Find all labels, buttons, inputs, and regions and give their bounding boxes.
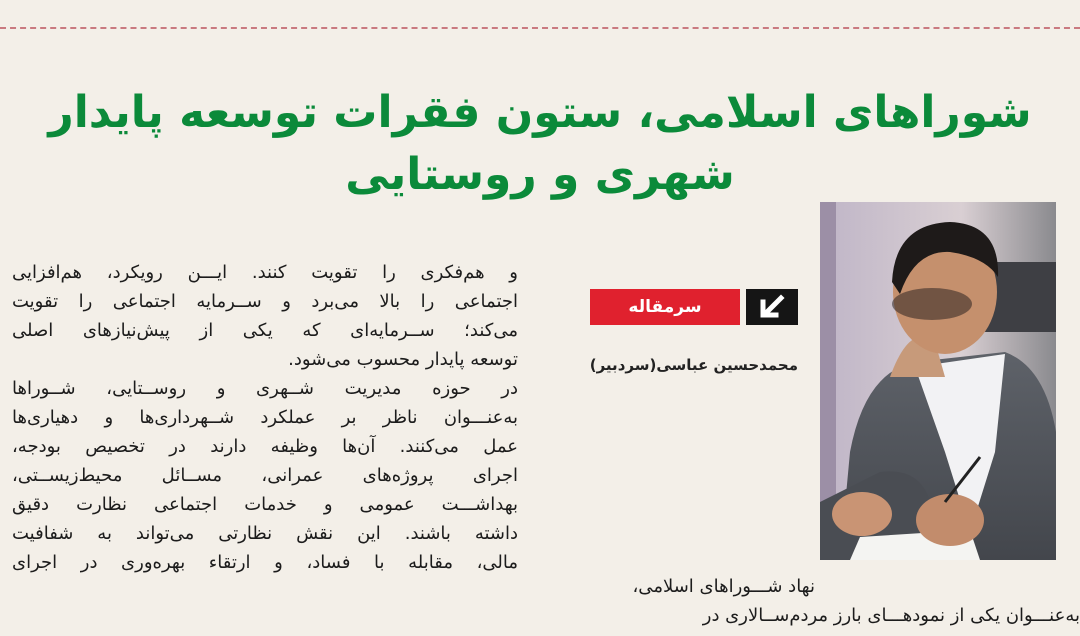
body-line: به‌عنـــوان یکی از نمودهـــای بارز مردم‌ســالاری در: [702, 605, 1080, 626]
body-line: اجرای پروژه‌های عمرانی، مســائل محیط‌زیســتی،: [12, 465, 518, 486]
body-line: نهاد شـــوراهای اسلامی،: [632, 576, 815, 597]
headline-line-1: شوراهای اسلامی، ستون فقرات توسعه پایدار: [48, 87, 1032, 138]
article-body-right-continuation: [560, 601, 1080, 630]
body-line: مالی، مقابله با فساد، و ارتقاء بهره‌وری در اجرای: [12, 552, 518, 573]
article-body-right-column: [565, 572, 815, 601]
body-line: بهداشـــت عمومی و خدمات اجتماعی نظارت دقیق: [12, 494, 518, 515]
top-dashed-divider: [0, 27, 1080, 29]
body-line: و هم‌فکری را تقویت کنند. ایـــن رویکرد، هم‌افزایی: [12, 262, 518, 283]
article-body-left-column: [12, 258, 518, 577]
section-badge: [590, 289, 798, 325]
body-line: به‌عنـــوان ناظر بر عملکرد شــهرداری‌ها و دهیاری‌ها: [12, 407, 518, 428]
section-label: سرمقاله: [590, 289, 740, 325]
body-line: عمل می‌کنند. آن‌ها وظیفه دارند در تخصیص بودجه،: [12, 436, 518, 457]
arrow-down-left-icon: [746, 289, 798, 325]
headline-line-2: شهری و روستایی: [345, 149, 735, 200]
author-byline: محمدحسین عباسی(سردبیر): [589, 356, 798, 374]
body-line: توسعه پایدار محسوب می‌شود.: [288, 349, 518, 370]
article-headline: [30, 82, 1050, 206]
body-line: در حوزه مدیریت شــهری و روســتایی، شــوراها: [12, 378, 518, 399]
author-photo: [820, 202, 1056, 560]
body-line: اجتماعی را بالا می‌برد و ســرمایه اجتماعی را تقویت: [12, 291, 518, 312]
body-line: داشته باشند. این نقش نظارتی می‌تواند به شفافیت: [12, 523, 518, 544]
body-line: می‌کند؛ ســرمایه‌ای که یکی از پیش‌نیازهای اصلی: [12, 320, 518, 341]
